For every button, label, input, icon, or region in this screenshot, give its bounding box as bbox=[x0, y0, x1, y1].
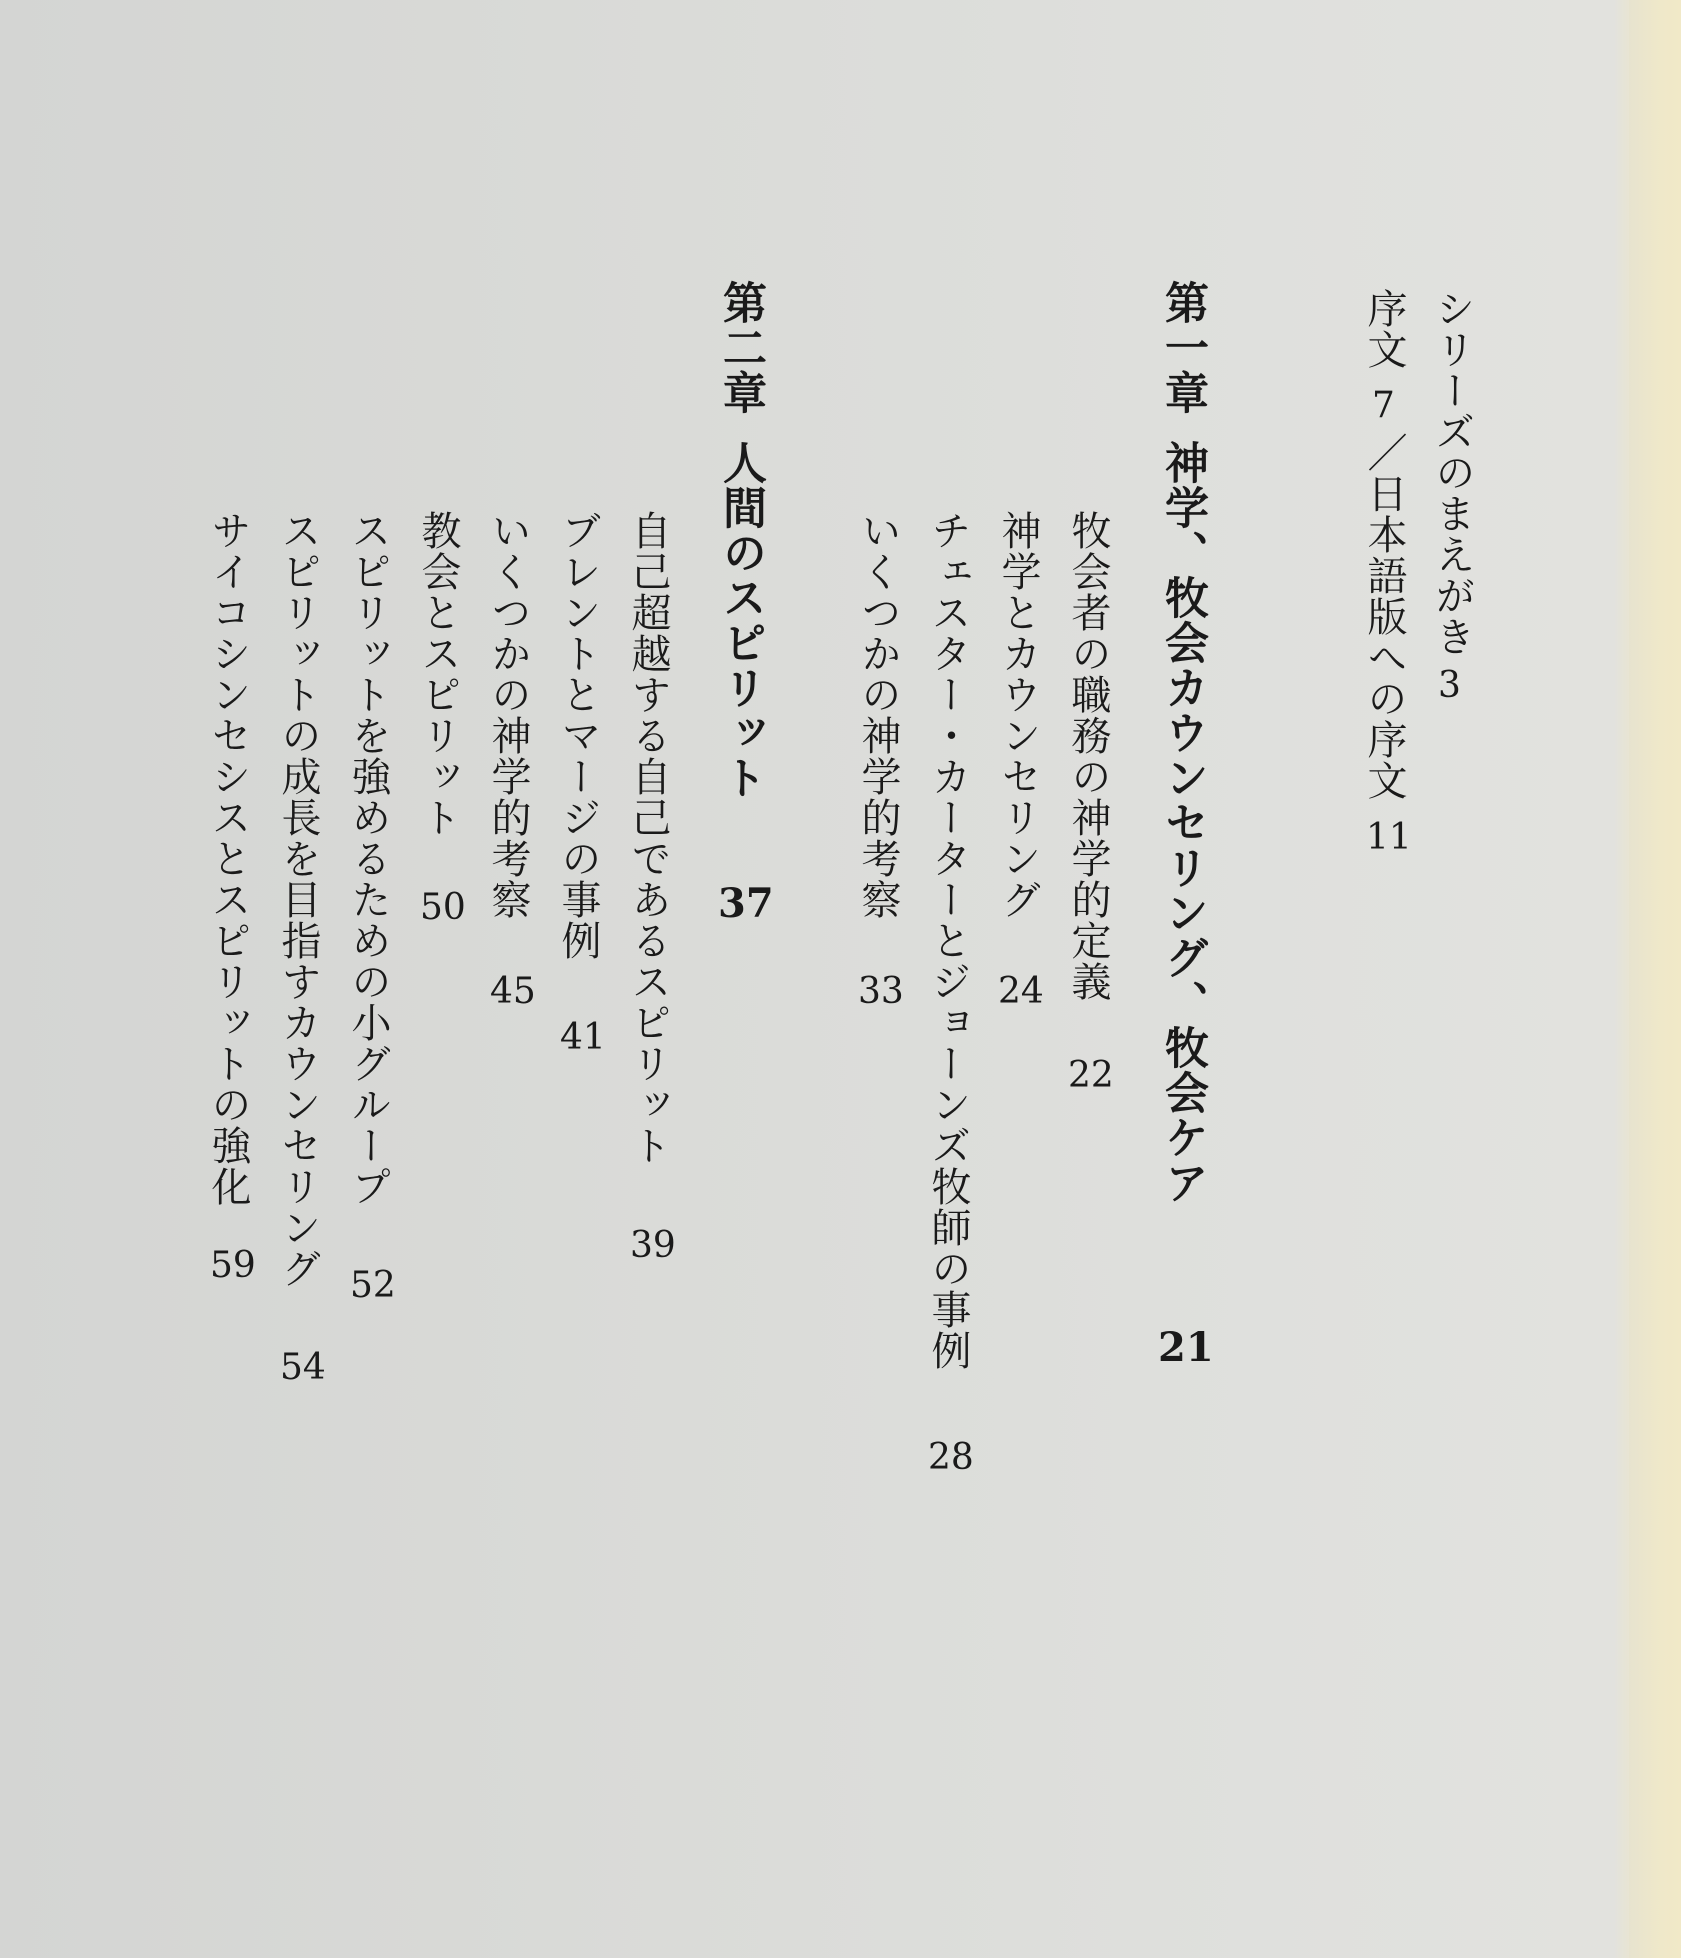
toc-section-page: 39 bbox=[630, 1225, 676, 1266]
toc-entry-series-preface[interactable] bbox=[1429, 288, 1475, 657]
toc-section[interactable]: 牧会者の職務の神学的定義 bbox=[1065, 510, 1111, 1002]
toc-section-page: 24 bbox=[998, 971, 1044, 1012]
toc-section-page: 45 bbox=[490, 971, 536, 1012]
chapter-1-page: 21 bbox=[1158, 1324, 1214, 1371]
toc-section-page: 52 bbox=[350, 1265, 396, 1306]
toc-section-page: 59 bbox=[210, 1245, 256, 1286]
chapter-2-page: 37 bbox=[718, 880, 774, 927]
toc-entry-japanese-preface[interactable] bbox=[1361, 432, 1407, 801]
toc-section-page: 22 bbox=[1068, 1055, 1114, 1096]
chapter-2-number: 第二章 bbox=[715, 280, 766, 415]
toc-entry-preface[interactable] bbox=[1361, 288, 1407, 370]
toc-entry-label: 序文 bbox=[1361, 288, 1407, 370]
chapter-1-number: 第一章 bbox=[1157, 280, 1208, 415]
toc-section[interactable]: いくつかの神学的考察 bbox=[855, 510, 901, 920]
toc-section-page: 41 bbox=[560, 1017, 606, 1058]
toc-section-page: 28 bbox=[928, 1437, 974, 1478]
toc-section-page: 33 bbox=[858, 971, 904, 1012]
toc-entry-page: 7 bbox=[1372, 385, 1395, 426]
chapter-2-title[interactable]: 人間のスピリット bbox=[715, 440, 766, 800]
toc-entry-page: 3 bbox=[1438, 665, 1461, 706]
toc-entry-page: 11 bbox=[1366, 817, 1412, 858]
toc-section-page: 54 bbox=[280, 1347, 326, 1388]
toc-section[interactable]: 神学とカウンセリング bbox=[995, 510, 1041, 920]
toc-section[interactable]: 自己超越する自己であるスピリット bbox=[625, 510, 671, 1166]
toc-section[interactable]: サイコシンセシスとスピリットの強化 bbox=[205, 510, 251, 1207]
toc-section[interactable]: 教会とスピリット bbox=[415, 510, 461, 838]
toc-section[interactable]: いくつかの神学的考察 bbox=[485, 510, 531, 920]
toc-entry-label: シリーズのまえがき bbox=[1429, 288, 1475, 657]
toc-separator: ／ bbox=[1361, 432, 1407, 473]
toc-section-page: 50 bbox=[420, 887, 466, 928]
chapter-1-title[interactable]: 神学、牧会カウンセリング、牧会ケア bbox=[1157, 440, 1208, 1205]
toc-section[interactable]: スピリットを強めるための小グループ bbox=[345, 510, 391, 1207]
toc-section[interactable]: スピリットの成長を目指すカウンセリング bbox=[275, 510, 321, 1289]
toc-section[interactable]: チェスター・カーターとジョーンズ牧師の事例 bbox=[925, 510, 971, 1371]
toc-section[interactable]: ブレントとマージの事例 bbox=[555, 510, 601, 961]
toc-entry-label: 日本語版への序文 bbox=[1361, 473, 1407, 801]
